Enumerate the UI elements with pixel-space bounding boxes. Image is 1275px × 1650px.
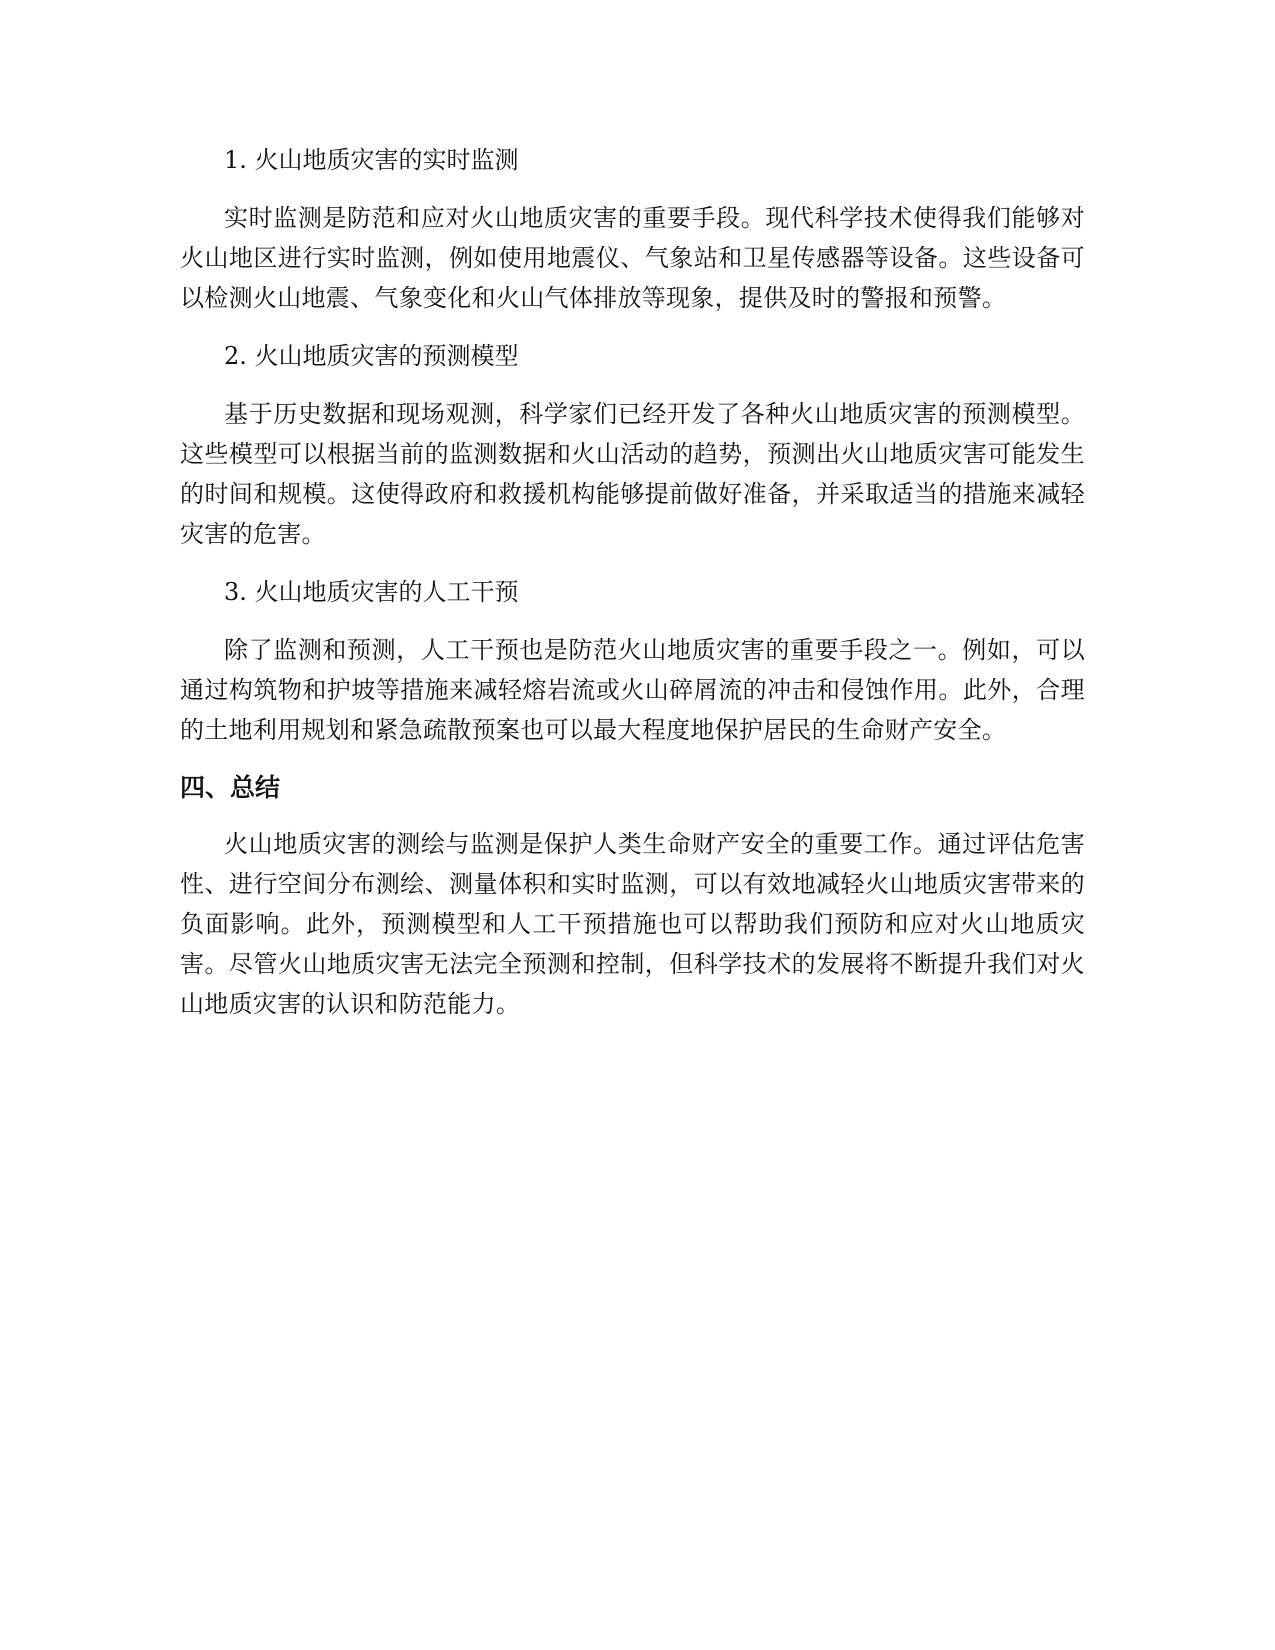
paragraph-prediction-model: 基于历史数据和现场观测，科学家们已经开发了各种火山地质灾害的预测模型。这些模型可以根据当前的监测数据和火山活动的趋势，预测出火山地质灾害可能发生的时间和规模。这使得政府和救援机构能够提前做好准备，并采取适当的措施来减轻灾害的危害。 <box>180 400 1085 548</box>
paragraph-summary: 火山地质灾害的测绘与监测是保护人类生命财产安全的重要工作。通过评估危害性、进行空间分布测绘、测量体积和实时监测，可以有效地减轻火山地质灾害带来的负面影响。此外，预测模型和人工干预措施也可以帮助我们预防和应对火山地质灾害。尽管火山地质灾害无法完全预测和控制，但科学技术的发展将不断提升我们对火山地质灾害的认识和防范能力。 <box>180 830 1085 1018</box>
document-page <box>180 140 1085 1042</box>
paragraph-human-intervention: 除了监测和预测，人工干预也是防范火山地质灾害的重要手段之一。例如，可以通过构筑物和护坡等措施来减轻熔岩流或火山碎屑流的冲击和侵蚀作用。此外，合理的土地利用规划和紧急疏散预案也可以最大程度地保护居民的生命财产安全。 <box>180 636 1085 744</box>
paragraph-realtime-monitoring: 实时监测是防范和应对火山地质灾害的重要手段。现代科学技术使得我们能够对火山地区进行实时监测，例如使用地震仪、气象站和卫星传感器等设备。这些设备可以检测火山地震、气象变化和火山气体排放等现象，提供及时的警报和预警。 <box>180 204 1085 312</box>
item-heading-human-intervention: 3. 火山地质灾害的人工干预 <box>224 578 519 606</box>
item-heading-realtime-monitoring: 1. 火山地质灾害的实时监测 <box>224 146 519 174</box>
item-heading-prediction-model: 2. 火山地质灾害的预测模型 <box>224 342 519 370</box>
section-heading-summary: 四、总结 <box>180 773 281 802</box>
